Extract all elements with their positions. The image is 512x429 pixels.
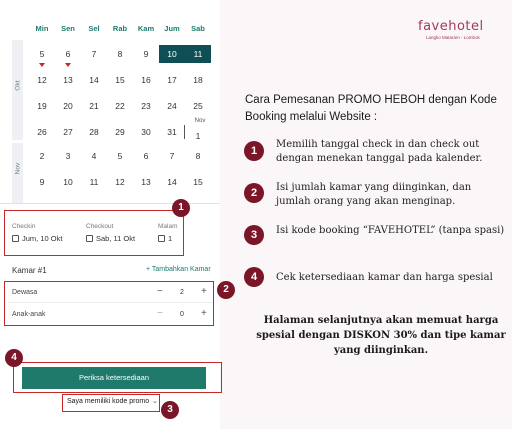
adults-value[interactable]: 2	[180, 289, 184, 296]
calendar-day[interactable]: 31	[167, 127, 177, 137]
calendar-day-checkin[interactable]: 10	[159, 45, 185, 63]
calendar-day[interactable]: 14	[89, 75, 99, 85]
calendar-day[interactable]: 13	[63, 75, 73, 85]
weekday-label: Sel	[88, 24, 100, 33]
calendar-day[interactable]: 18	[193, 75, 203, 85]
step-text: Isi kode booking “FAVEHOTEL” (tanpa spasi)	[276, 225, 505, 236]
children-label: Anak-anak	[12, 311, 46, 318]
moon-icon	[158, 235, 165, 242]
instructions-title: Cara Pemesanan PROMO HEBOH dengan Kode Booking melalui Website :	[245, 94, 497, 123]
weekday-label: Jum	[164, 24, 180, 33]
brand-logo: favehotel	[418, 19, 484, 34]
weekday-label: Kam	[137, 24, 155, 33]
chevron-down-icon: ⌄	[152, 398, 158, 405]
calendar-day[interactable]: 30	[141, 127, 151, 137]
calendar-day[interactable]: 14	[167, 177, 177, 187]
calendar-day[interactable]: 8	[117, 49, 123, 59]
brand-tagline: Langko Mataram - Lombok	[426, 35, 480, 40]
calendar-day[interactable]: 9	[39, 177, 45, 187]
calendar-icon	[86, 235, 93, 242]
step-number: 1	[244, 141, 264, 161]
calendar-day[interactable]: 12	[37, 75, 47, 85]
calendar-day[interactable]: 8	[195, 151, 201, 161]
step-number: 4	[244, 267, 264, 287]
step-text: Memilih tanggal check in dan check out dengan menekan tanggal pada kalender.	[276, 139, 483, 164]
calendar-day[interactable]: 1	[195, 131, 201, 141]
children-value[interactable]: 0	[180, 311, 184, 318]
month-label-oct: Okt	[12, 40, 23, 140]
add-room-button[interactable]: + Tambahkan Kamar	[146, 266, 211, 273]
calendar-day[interactable]: 28	[89, 127, 99, 137]
calendar-day[interactable]: 10	[63, 177, 73, 187]
calendar-day[interactable]: 19	[37, 101, 47, 111]
calendar-day[interactable]: 25	[193, 101, 203, 111]
promo-marker-icon	[39, 63, 45, 67]
weekday-label: Min	[35, 24, 49, 33]
calendar-icon	[12, 235, 19, 242]
calendar-day[interactable]: 29	[115, 127, 125, 137]
adults-label: Dewasa	[12, 289, 38, 296]
calendar-day[interactable]: 6	[143, 151, 149, 161]
calendar-day[interactable]: 12	[115, 177, 125, 187]
children-minus-button[interactable]: −	[157, 308, 163, 319]
calendar-day[interactable]: 15	[193, 177, 203, 187]
annotation-badge-1: 1	[172, 199, 190, 217]
adults-minus-button[interactable]: −	[157, 286, 163, 297]
calendar-day[interactable]: 24	[167, 101, 177, 111]
calendar-day[interactable]: 9	[143, 49, 149, 59]
step-text: Isi jumlah kamar yang diinginkan, dan jumlah orang yang akan menginap.	[276, 182, 472, 207]
weekday-label: Sen	[61, 24, 75, 33]
calendar-day[interactable]: 11	[89, 177, 99, 187]
calendar-day-checkout[interactable]: 11	[185, 45, 211, 63]
calendar-day[interactable]: 13	[141, 177, 151, 187]
calendar-day[interactable]: 5	[39, 49, 45, 59]
nights-label: Malam	[158, 223, 178, 230]
calendar-day[interactable]: 7	[91, 49, 97, 59]
calendar-day[interactable]: 15	[115, 75, 125, 85]
checkout-value[interactable]: Sab, 11 Okt	[96, 234, 136, 243]
annotation-badge-3: 3	[161, 401, 179, 419]
calendar-day[interactable]: 21	[89, 101, 99, 111]
checkin-value[interactable]: Jum, 10 Okt	[22, 234, 63, 243]
step-number: 3	[244, 225, 264, 245]
month-label-nov: Nov	[12, 143, 23, 203]
booking-widget	[0, 0, 229, 429]
calendar-day[interactable]: 22	[115, 101, 125, 111]
check-availability-button[interactable]: Periksa ketersediaan	[22, 367, 206, 389]
highlight-box-dates	[4, 210, 184, 256]
weekday-label: Sab	[191, 24, 205, 33]
calendar-day[interactable]: 5	[117, 151, 123, 161]
calendar-day[interactable]: 20	[63, 101, 73, 111]
calendar-day[interactable]: 7	[169, 151, 175, 161]
promo-marker-icon	[65, 63, 71, 67]
promo-code-link[interactable]: Saya memiliki kode promo	[67, 398, 150, 405]
calendar-day[interactable]: 6	[65, 49, 71, 59]
nights-value: 1	[168, 234, 173, 243]
divider	[8, 302, 213, 303]
calendar-day[interactable]: 23	[141, 101, 151, 111]
checkout-label: Checkout	[86, 223, 114, 230]
room-title: Kamar #1	[12, 266, 47, 275]
step-text: Cek ketersediaan kamar dan harga spesial	[276, 272, 493, 283]
highlight-box-guests	[4, 281, 214, 326]
children-plus-button[interactable]: +	[201, 308, 207, 319]
calendar-day[interactable]: 26	[37, 127, 47, 137]
annotation-badge-4: 4	[5, 349, 23, 367]
annotation-badge-2: 2	[217, 281, 235, 299]
calendar-day[interactable]: 2	[39, 151, 45, 161]
weekday-label: Rab	[112, 24, 128, 33]
checkin-label: Checkin	[12, 223, 36, 230]
adults-plus-button[interactable]: +	[201, 286, 207, 297]
calendar-day[interactable]: 16	[141, 75, 151, 85]
calendar-day[interactable]: 3	[65, 151, 71, 161]
calendar-day[interactable]: 27	[63, 127, 73, 137]
final-note: Halaman selanjutnya akan memuat harga spesial dengan DISKON 30% dan tipe kamar yang diinginkan.	[256, 315, 506, 356]
month-start-label: Nov	[194, 118, 206, 124]
calendar-day[interactable]: 4	[91, 151, 97, 161]
step-number: 2	[244, 183, 264, 203]
calendar-day[interactable]: 17	[167, 75, 177, 85]
